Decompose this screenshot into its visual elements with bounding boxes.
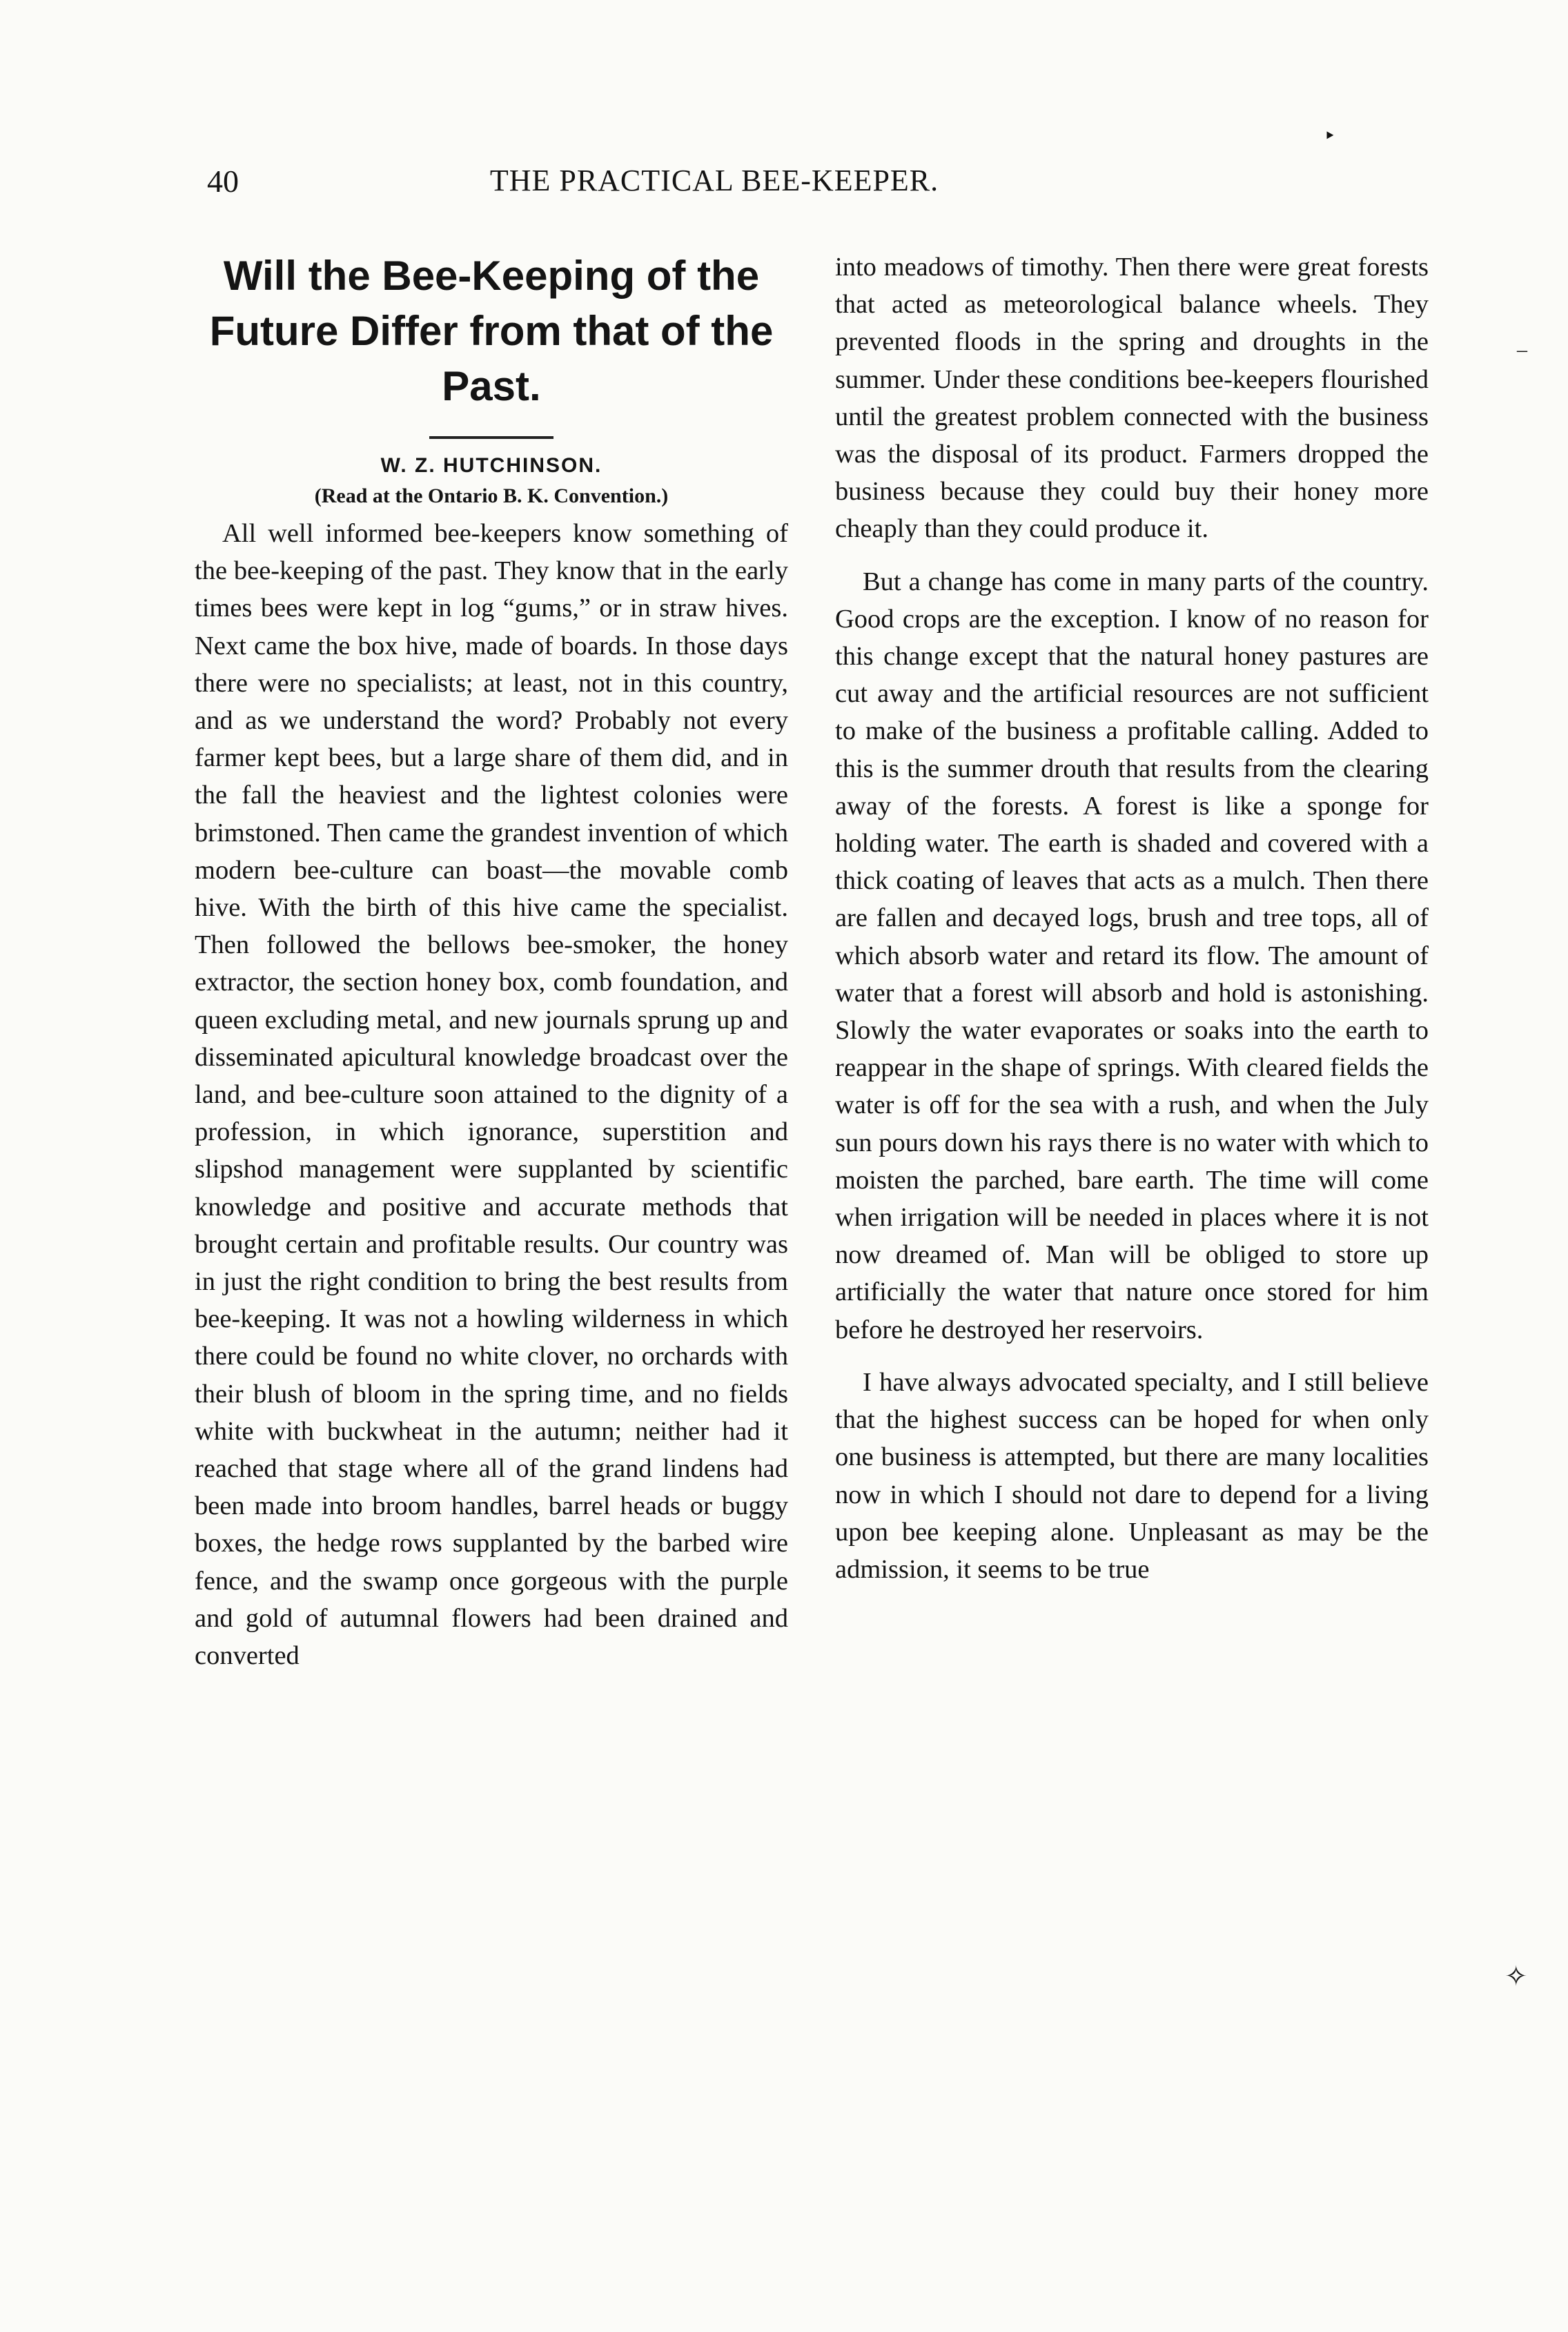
running-head: THE PRACTICAL BEE-KEEPER. [489,164,939,197]
page-number: 40 [207,164,239,199]
title-rule [429,436,553,439]
article-title: Will the Bee-Keeping of the Future Differ from that of the Past. [209,253,774,409]
paragraph-3: I have always advocated specialty, and I still believe that the highest success can be hoped for when only one business is attempted, but there are many localities now in which I should not dare to depend for a living upon bee keeping alone. Unpleasant as may be the admission, it seems to be true [835,1367,1429,1584]
left-column [195,248,788,1674]
paragraph-1-part-2: into meadows of timothy. Then there were great forests that acted as meteorological balance wheels. They prevented floods in the spring and droughts in the summer. Under these conditions bee-keepers flourished until the greatest problem connected with the business was the disposal of its product. Farmers dropped the business because they could buy their honey more cheaply than they could produce it. [835,253,1429,544]
right-column [835,248,1429,1588]
paragraph-2: But a change has come in many parts of the country. Good crops are the exception. I know of no reason for this change except that the natural honey pastures are cut away and the artificial resources are not sufficient to make of the business a profitable calling. Added to this is the summer drouth that results from the clearing away of the forests. A forest is like a sponge for holding water. The earth is shaded and covered with a thick coating of leaves that acts as a mulch. Then there are fallen and decayed logs, brush and tree tops, all of which absorb water and retard its flow. The amount of water that a forest will absorb and hold is astonishing. Slowly the water evaporates or soaks into the earth to reappear in the shape of springs. With cleared fields the water is off for the sea with a rush, and when the July sun pours down his rays there is no water with which to moisten the parched, bare earth. The time will come when irrigation will be needed in places where it is not now dreamed of. Man will be obliged to store up artificially the water that nature once stored for him before he destroyed her reservoirs. [835,567,1429,1344]
ink-speck-mark: ‣ [1324,125,1336,148]
article-source: (Read at the Ontario B. K. Convention.) [314,484,669,507]
paragraph-1-part-1: All well informed bee-keepers know something of the bee-keeping of the past. They know that in the early times bees were kept in log “gums,” or in straw hives. Next came the box hive, made of boards. In those days there were no specialists; at least, not in this country, and as we understand the word? Probably not every farmer kept bees, but a large share of them did, and in the fall the heaviest and the lightest colonies were brimstoned. Then came the grandest invention of which modern bee-culture can boast—the movable comb hive. With the birth of this hive came the specialist. Then followed the bellows bee-smoker, the honey extractor, the section honey box, comb foundation, and queen excluding metal, and new journals sprung up and disseminated apicultural knowledge broadcast over the land, and bee-culture soon attained to the dignity of a profession, in which ignorance, superstition and slipshod management were supplanted by scientific knowledge and positive and accurate methods that brought certain and profitable results. Our country was in just the right condition to bring the best results from bee-keeping. It was not a howling wilderness in which there could be found no white clover, no orchards with their blush of bloom in the spring time, and no fields white with buckwheat in the autumn; neither had it reached that stage where all of the grand lindens had been made into broom handles, barrel heads or buggy boxes, the hedge rows supplanted by the barbed wire fence, and the swamp once gorgeous with the purple and gold of autumnal flowers had been drained and converted [195,519,788,1671]
ink-speck-mark: ✧ [1505,1961,1528,1992]
ink-speck-mark: – [1517,338,1527,361]
page-header [207,163,1166,204]
article-author: W. Z. HUTCHINSON. [380,454,602,477]
